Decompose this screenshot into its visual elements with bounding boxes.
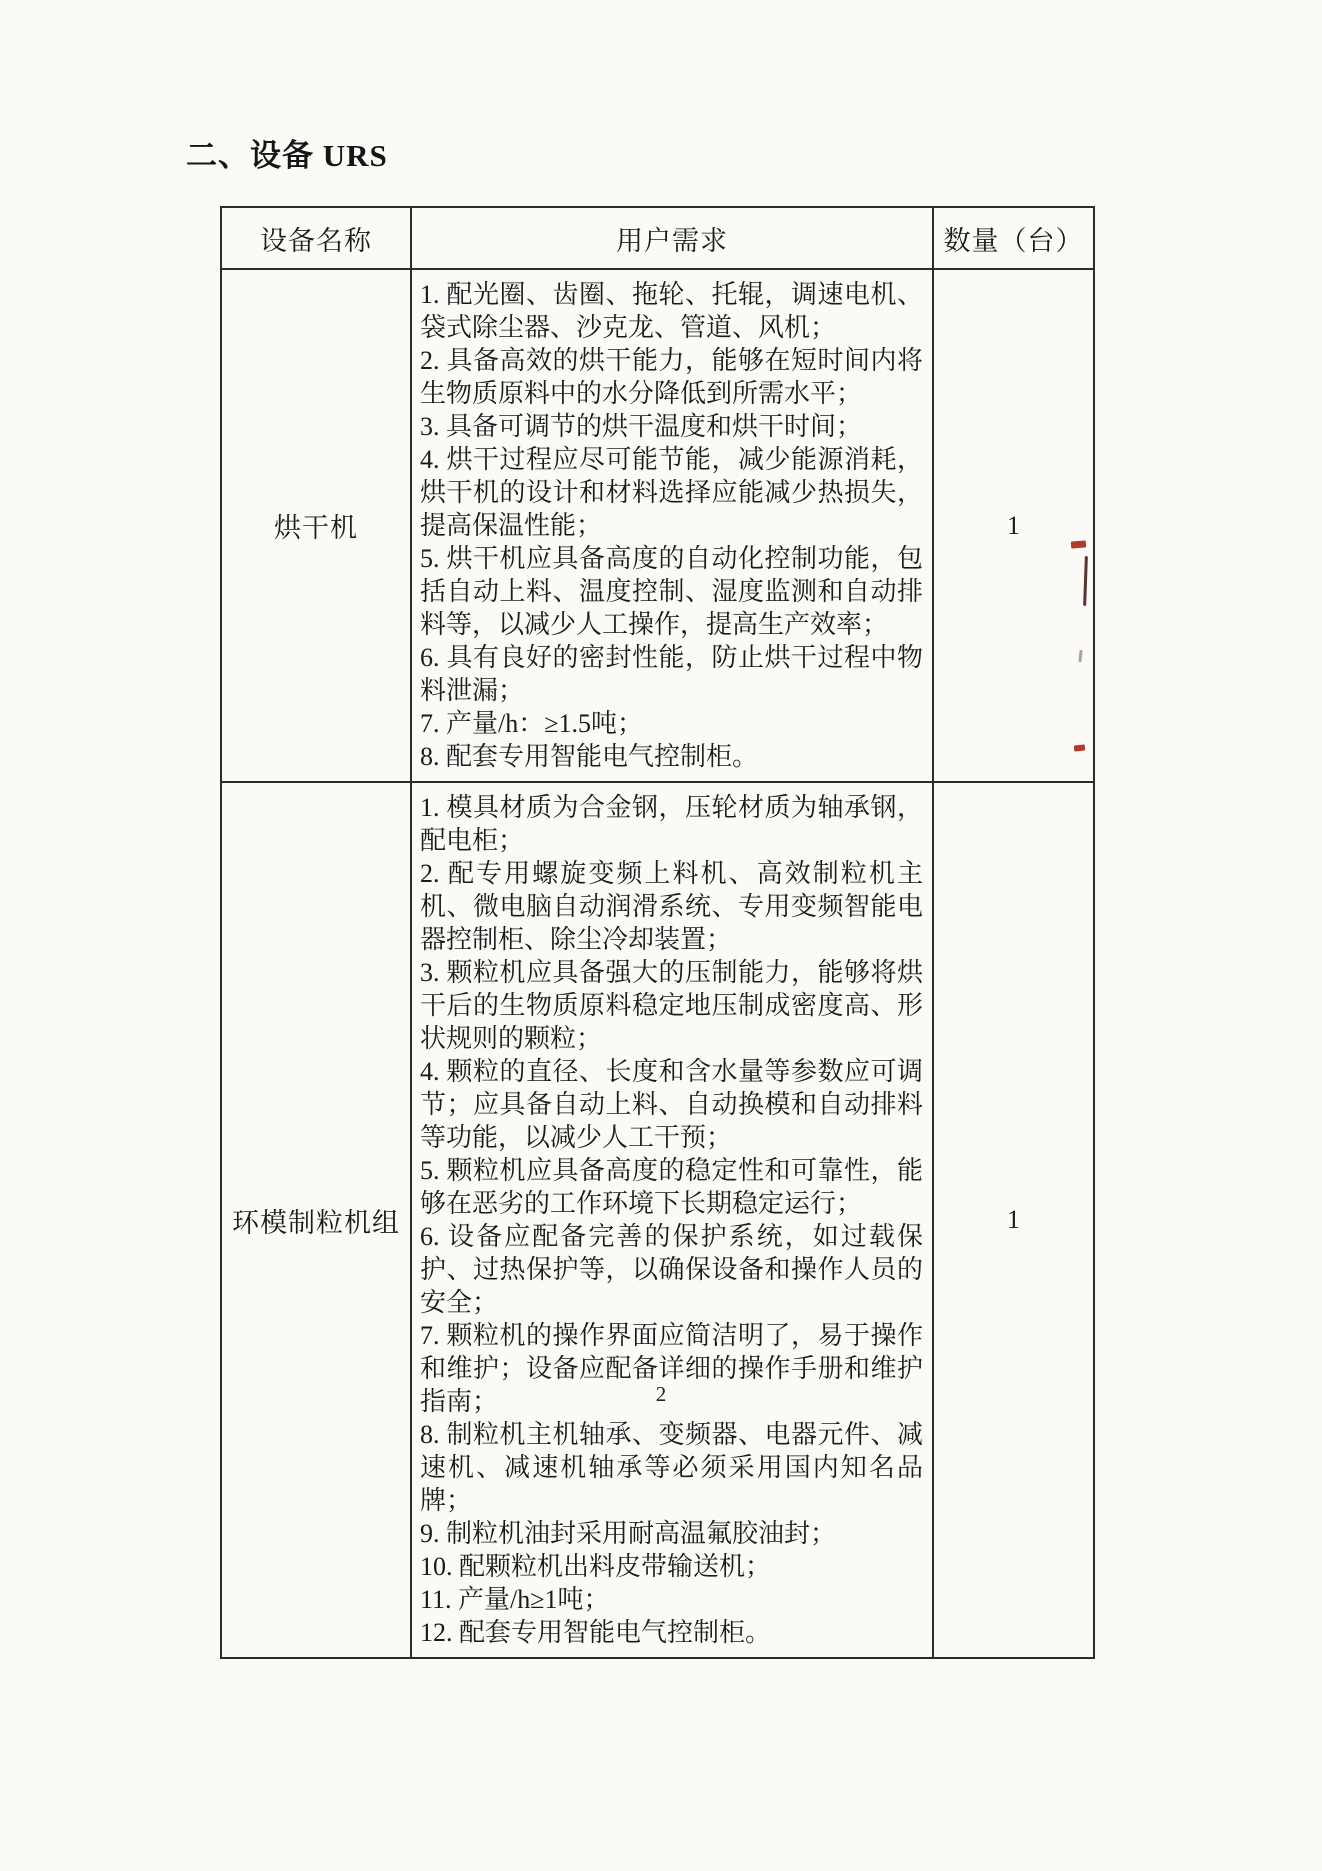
requirement-item: 8. 制粒机主机轴承、变频器、电器元件、减速机、减速机轴承等必须采用国内知名品牌；	[420, 1420, 923, 1515]
page-title: 二、设备 URS	[186, 138, 388, 173]
requirement-item: 4. 烘干过程应尽可能节能，减少能源消耗，烘干机的设计和材料选择应能减少热损失，提高保温性能；	[420, 445, 923, 540]
urs-table	[220, 206, 1095, 1659]
column-header-user-requirements: 用户需求	[411, 207, 933, 269]
quantity-cell: 1	[933, 782, 1094, 1658]
requirement-item: 6. 具有良好的密封性能，防止烘干过程中物料泄漏；	[420, 643, 923, 705]
requirement-item: 9. 制粒机油封采用耐高温氟胶油封；	[420, 1519, 837, 1548]
quantity-cell: 1	[933, 269, 1094, 782]
device-name-cell: 烘干机	[221, 269, 411, 782]
requirement-item: 4. 颗粒的直径、长度和含水量等参数应可调节；应具备自动上料、自动换模和自动排料等功能，以减少人工干预；	[420, 1057, 923, 1152]
requirements-cell	[411, 782, 933, 1658]
requirement-item: 11. 产量/h≥1吨；	[420, 1585, 610, 1614]
requirement-item: 12. 配套专用智能电气控制柜。	[420, 1618, 772, 1647]
requirements-cell	[411, 269, 933, 782]
table-row	[221, 782, 1094, 1658]
requirement-item: 10. 配颗粒机出料皮带输送机；	[420, 1552, 772, 1581]
device-name-cell: 环模制粒机组	[221, 782, 411, 1658]
requirement-item: 3. 具备可调节的烘干温度和烘干时间；	[420, 412, 863, 441]
requirement-item: 2. 具备高效的烘干能力，能够在短时间内将生物质原料中的水分降低到所需水平；	[420, 346, 923, 408]
table-header-row	[221, 207, 1094, 269]
column-header-quantity: 数量（台）	[933, 207, 1094, 269]
requirement-item: 5. 烘干机应具备高度的自动化控制功能，包括自动上料、温度控制、湿度监测和自动排料等，以减少人工操作，提高生产效率；	[420, 544, 923, 639]
column-header-device-name: 设备名称	[221, 207, 411, 269]
requirement-item: 7. 颗粒机的操作界面应简洁明了，易于操作和维护；设备应配备详细的操作手册和维护指南；	[420, 1321, 923, 1416]
requirement-item: 3. 颗粒机应具备强大的压制能力，能够将烘干后的生物质原料稳定地压制成密度高、形状规则的颗粒；	[420, 958, 923, 1053]
table-body	[221, 269, 1094, 1658]
table-row	[221, 269, 1094, 782]
requirement-item: 1. 配光圈、齿圈、拖轮、托辊，调速电机、袋式除尘器、沙克龙、管道、风机；	[420, 280, 923, 342]
requirement-item: 6. 设备应配备完善的保护系统，如过载保护、过热保护等，以确保设备和操作人员的安全；	[420, 1222, 923, 1317]
requirement-item: 2. 配专用螺旋变频上料机、高效制粒机主机、微电脑自动润滑系统、专用变频智能电器控制柜、除尘冷却装置；	[420, 859, 923, 954]
requirement-item: 5. 颗粒机应具备高度的稳定性和可靠性，能够在恶劣的工作环境下长期稳定运行；	[420, 1156, 923, 1218]
requirement-item: 8. 配套专用智能电气控制柜。	[420, 742, 759, 771]
requirement-item: 1. 模具材质为合金钢，压轮材质为轴承钢，配电柜；	[420, 793, 923, 855]
requirement-item: 7. 产量/h：≥1.5吨；	[420, 709, 643, 738]
page-number: 2	[655, 1382, 667, 1406]
